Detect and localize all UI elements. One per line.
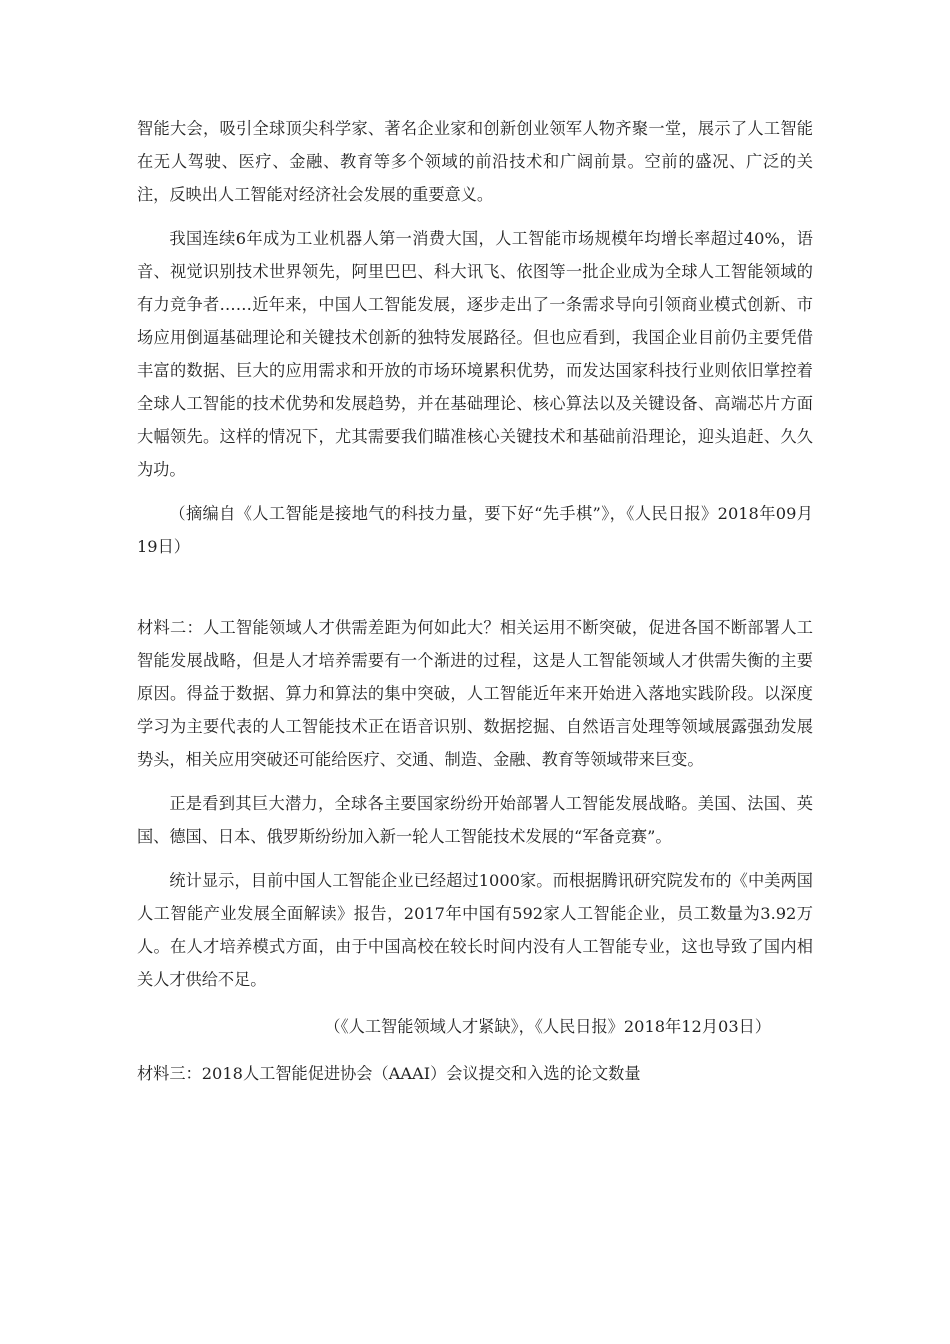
paragraph-china-ai-development: 我国连续6年成为工业机器人第一消费大国，人工智能市场规模年均增长率超过40%，语音、视觉识别技术世界领先，阿里巴巴、科大讯飞、依图等一批企业成为全球人工智能领域的有力竞争者……近年来，中国人工智能发展，逐步走出了一条需求导向引领商业模式创新、市场应用倒逼基础理论和关键技术创新的独特发展路径。但也应看到，我国企业目前仍主要凭借丰富的数据、巨大的应用需求和开放的市场环境累积优势，而发达国家科技行业则依旧掌控着全球人工智能的技术优势和发展趋势，并在基础理论、核心算法以及关键设备、高端芯片方面大幅领先。这样的情况下，尤其需要我们瞄准核心关键技术和基础前沿理论，迎头追赶、久久为功。 — [137, 229, 813, 479]
paragraph-statistics: 统计显示，目前中国人工智能企业已经超过1000家。而根据腾讯研究院发布的《中美两国人工智能产业发展全面解读》报告，2017年中国有592家人工智能企业，员工数量为3.92万人。在人才培养模式方面，由于中国高校在较长时间内没有人工智能专业，这也导致了国内相关人才供给不足。 — [137, 871, 813, 989]
paragraph-intro-continued: 智能大会，吸引全球顶尖科学家、著名企业家和创新创业领军人物齐聚一堂，展示了人工智能在无人驾驶、医疗、金融、教育等多个领域的前沿技术和广阔前景。空前的盛况、广泛的关注，反映出人工智能对经济社会发展的重要意义。 — [137, 119, 813, 204]
document-page — [137, 112, 813, 1090]
source-citation-2: （《人工智能领域人才紧缺》，《人民日报》2018年12月03日） — [324, 1017, 771, 1036]
material-two-paragraph: 材料二：人工智能领域人才供需差距为何如此大？相关运用不断突破，促进各国不断部署人工智能发展战略，但是人才培养需要有一个渐进的过程，这是人工智能领域人才供需失衡的主要原因。得益于数据、算力和算法的集中突破，人工智能近年来开始进入落地实践阶段。以深度学习为主要代表的人工智能技术正在语音识别、数据挖掘、自然语言处理等领域展露强劲发展势头，相关应用突破还可能给医疗、交通、制造、金融、教育等领域带来巨变。 — [137, 618, 813, 769]
paragraph-global-strategy: 正是看到其巨大潜力，全球各主要国家纷纷开始部署人工智能发展战略。美国、法国、英国、德国、日本、俄罗斯纷纷加入新一轮人工智能技术发展的“军备竞赛”。 — [137, 794, 813, 846]
material-three-heading: 材料三：2018人工智能促进协会（AAAI）会议提交和入选的论文数量 — [137, 1064, 641, 1083]
source-citation-1: （摘编自《人工智能是接地气的科技力量，要下好“先手棋”》，《人民日报》2018年09月19日） — [137, 504, 813, 556]
